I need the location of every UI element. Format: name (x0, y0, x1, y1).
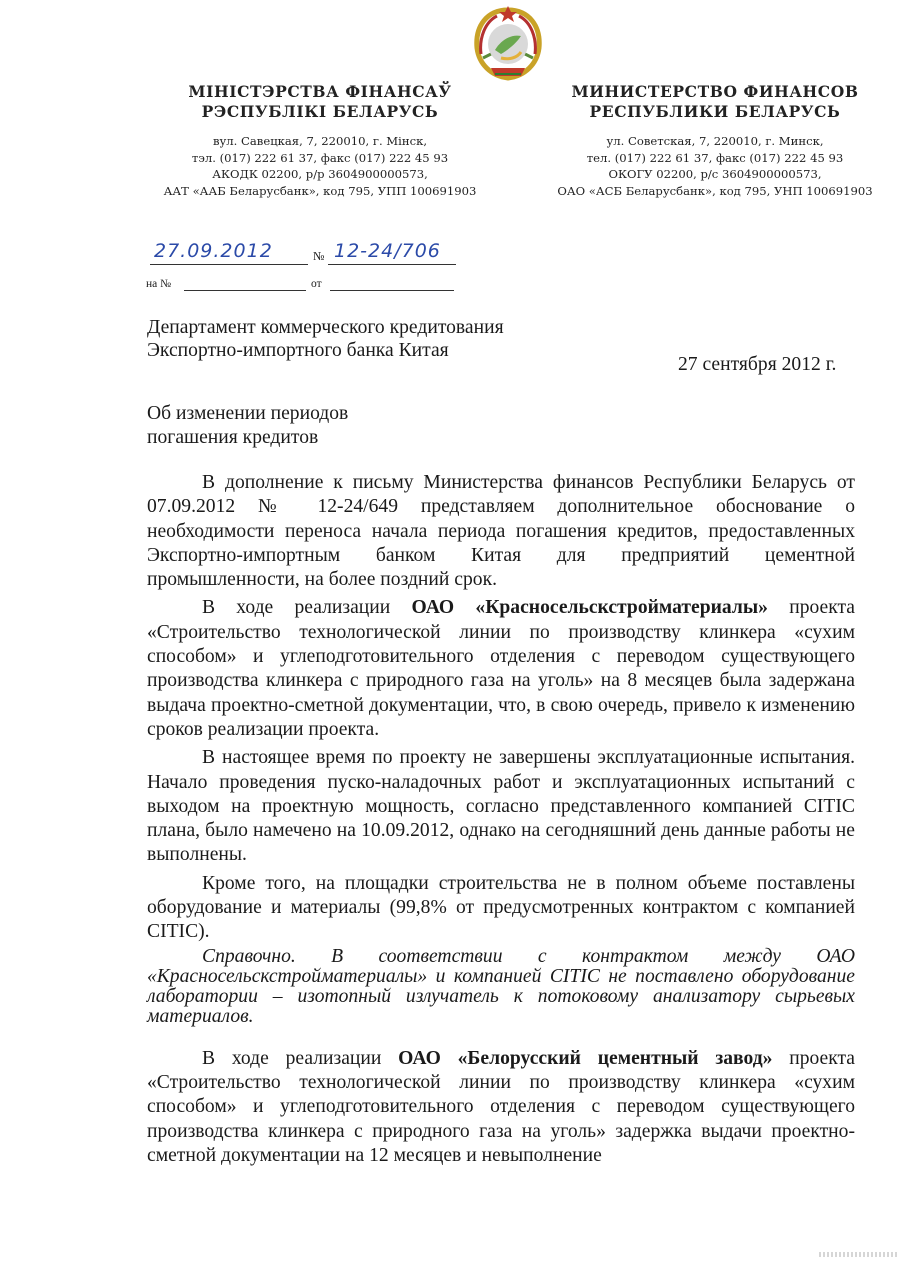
address-by: вул. Савецкая, 7, 220010, г. Мінск, (212, 134, 428, 148)
letter-date: 27 сентября 2012 г. (678, 354, 837, 375)
addressee-line1: Департамент коммерческого кредитования (147, 317, 504, 338)
from-label: от (311, 278, 322, 290)
from-underline (330, 290, 454, 291)
date-underline (150, 264, 308, 265)
ref-underline (184, 290, 306, 291)
addressee-line2: Экспортно-импортного банка Китая (147, 340, 449, 361)
addressee (147, 316, 504, 362)
paragraph-2-rest: проекта «Строительство технологической линии по производству клинкера «сухим способом» и углеподготовительного отделения с переводом существующего производства клинкера с природного газа на уголь» на 8 месяцев была задержана выдача проектно-сметной документации, что, в свою очередь, привело к изменению сроков реализации проекта. (147, 597, 855, 740)
subject-line1: Об изменении периодов (147, 403, 349, 424)
company-name-krasnoselsk: ОАО «Красносельскстройматериалы» (411, 597, 768, 619)
bank-by: АКОДК 02200, р/р 3604900000573, (212, 167, 428, 181)
belarus-emblem-icon (471, 4, 545, 82)
paragraph-4: Кроме того, на площадки строительства не в полном объеме поставлены оборудование и материалы (99,8% от предусмотренных контрактом с компанией CITIC). (147, 872, 855, 943)
header-right (530, 82, 900, 199)
bank2-by: ААТ «ААБ Беларусбанк», код 795, УПП 100691903 (163, 183, 477, 198)
ref-label: на № (146, 278, 172, 290)
paragraph-2-start: В ходе реализации (202, 597, 412, 619)
header-left (130, 82, 510, 199)
letter-body (147, 471, 855, 1168)
subject (147, 402, 348, 450)
bank-ru: ОКОГУ 02200, р/с 3604900000573, (608, 167, 822, 181)
paragraph-5 (147, 1047, 855, 1168)
number-underline (328, 264, 456, 265)
scan-barcode-mark (819, 1252, 897, 1257)
paragraph-2 (147, 596, 855, 742)
org-name-ru-line2: РЕСПУБЛИКИ БЕЛАРУСЬ (589, 102, 841, 121)
paragraph-3: В настоящее время по проекту не завершены эксплуатационные испытания. Начало проведения пуско-наладочных работ и эксплуатационных испытаний с выходом на проектную мощность, согласно представленного компанией CITIC плана, было намечено на 10.09.2012, однако на сегодняшний день данные работы не выполнены. (147, 747, 855, 866)
paragraph-5-rest: проекта «Строительство технологической линии по производству клинкера «сухим способом» и углеподготовительного отделения с переводом существующего производства клинкера с природного газа на уголь» задержка выдачи проектно-сметной документации на 12 месяцев и невыполнение (147, 1047, 855, 1166)
reference-note: Справочно. В соответствии с контрактом между ОАО «Красносельскстройматериалы» и компанией CITIC не поставлено оборудование лаборатории – изотопный излучатель к потоковому анализатору сырьевых материалов. (147, 945, 855, 1027)
org-name-by-line1: МІНІСТЭРСТВА ФІНАНСАЎ (188, 82, 452, 101)
address-ru: ул. Советская, 7, 220010, г. Минск, (606, 134, 824, 148)
company-name-bcz: ОАО «Белорусский цементный завод» (398, 1047, 773, 1069)
phone-by: тэл. (017) 222 61 37, факс (017) 222 45 93 (191, 150, 449, 165)
subject-line2: погашения кредитов (147, 427, 319, 448)
org-name-by-line2: РЭСПУБЛІКІ БЕЛАРУСЬ (201, 102, 439, 121)
bank2-ru: ОАО «АСБ Беларусбанк», код 795, УНП 100691903 (557, 183, 873, 198)
org-name-ru-line1: МИНИСТЕРСТВО ФИНАНСОВ (571, 82, 859, 101)
number-label: № (313, 249, 325, 263)
handwritten-date: 27.09.2012 (154, 240, 273, 262)
paragraph-5-start: В ходе реализации (202, 1047, 399, 1069)
phone-ru: тел. (017) 222 61 37, факс (017) 222 45 93 (586, 150, 844, 165)
handwritten-number: 12-24/706 (334, 240, 441, 262)
paragraph-1: В дополнение к письму Министерства финансов Республики Беларусь от 07.09.2012 № 12-24/649 представляем дополнительное обоснование о необходимости переноса начала периода погашения кредитов, предоставленных Экспортно-импортным банком Китая для предприятий цементной промышленности, на более поздний срок. (147, 472, 855, 591)
